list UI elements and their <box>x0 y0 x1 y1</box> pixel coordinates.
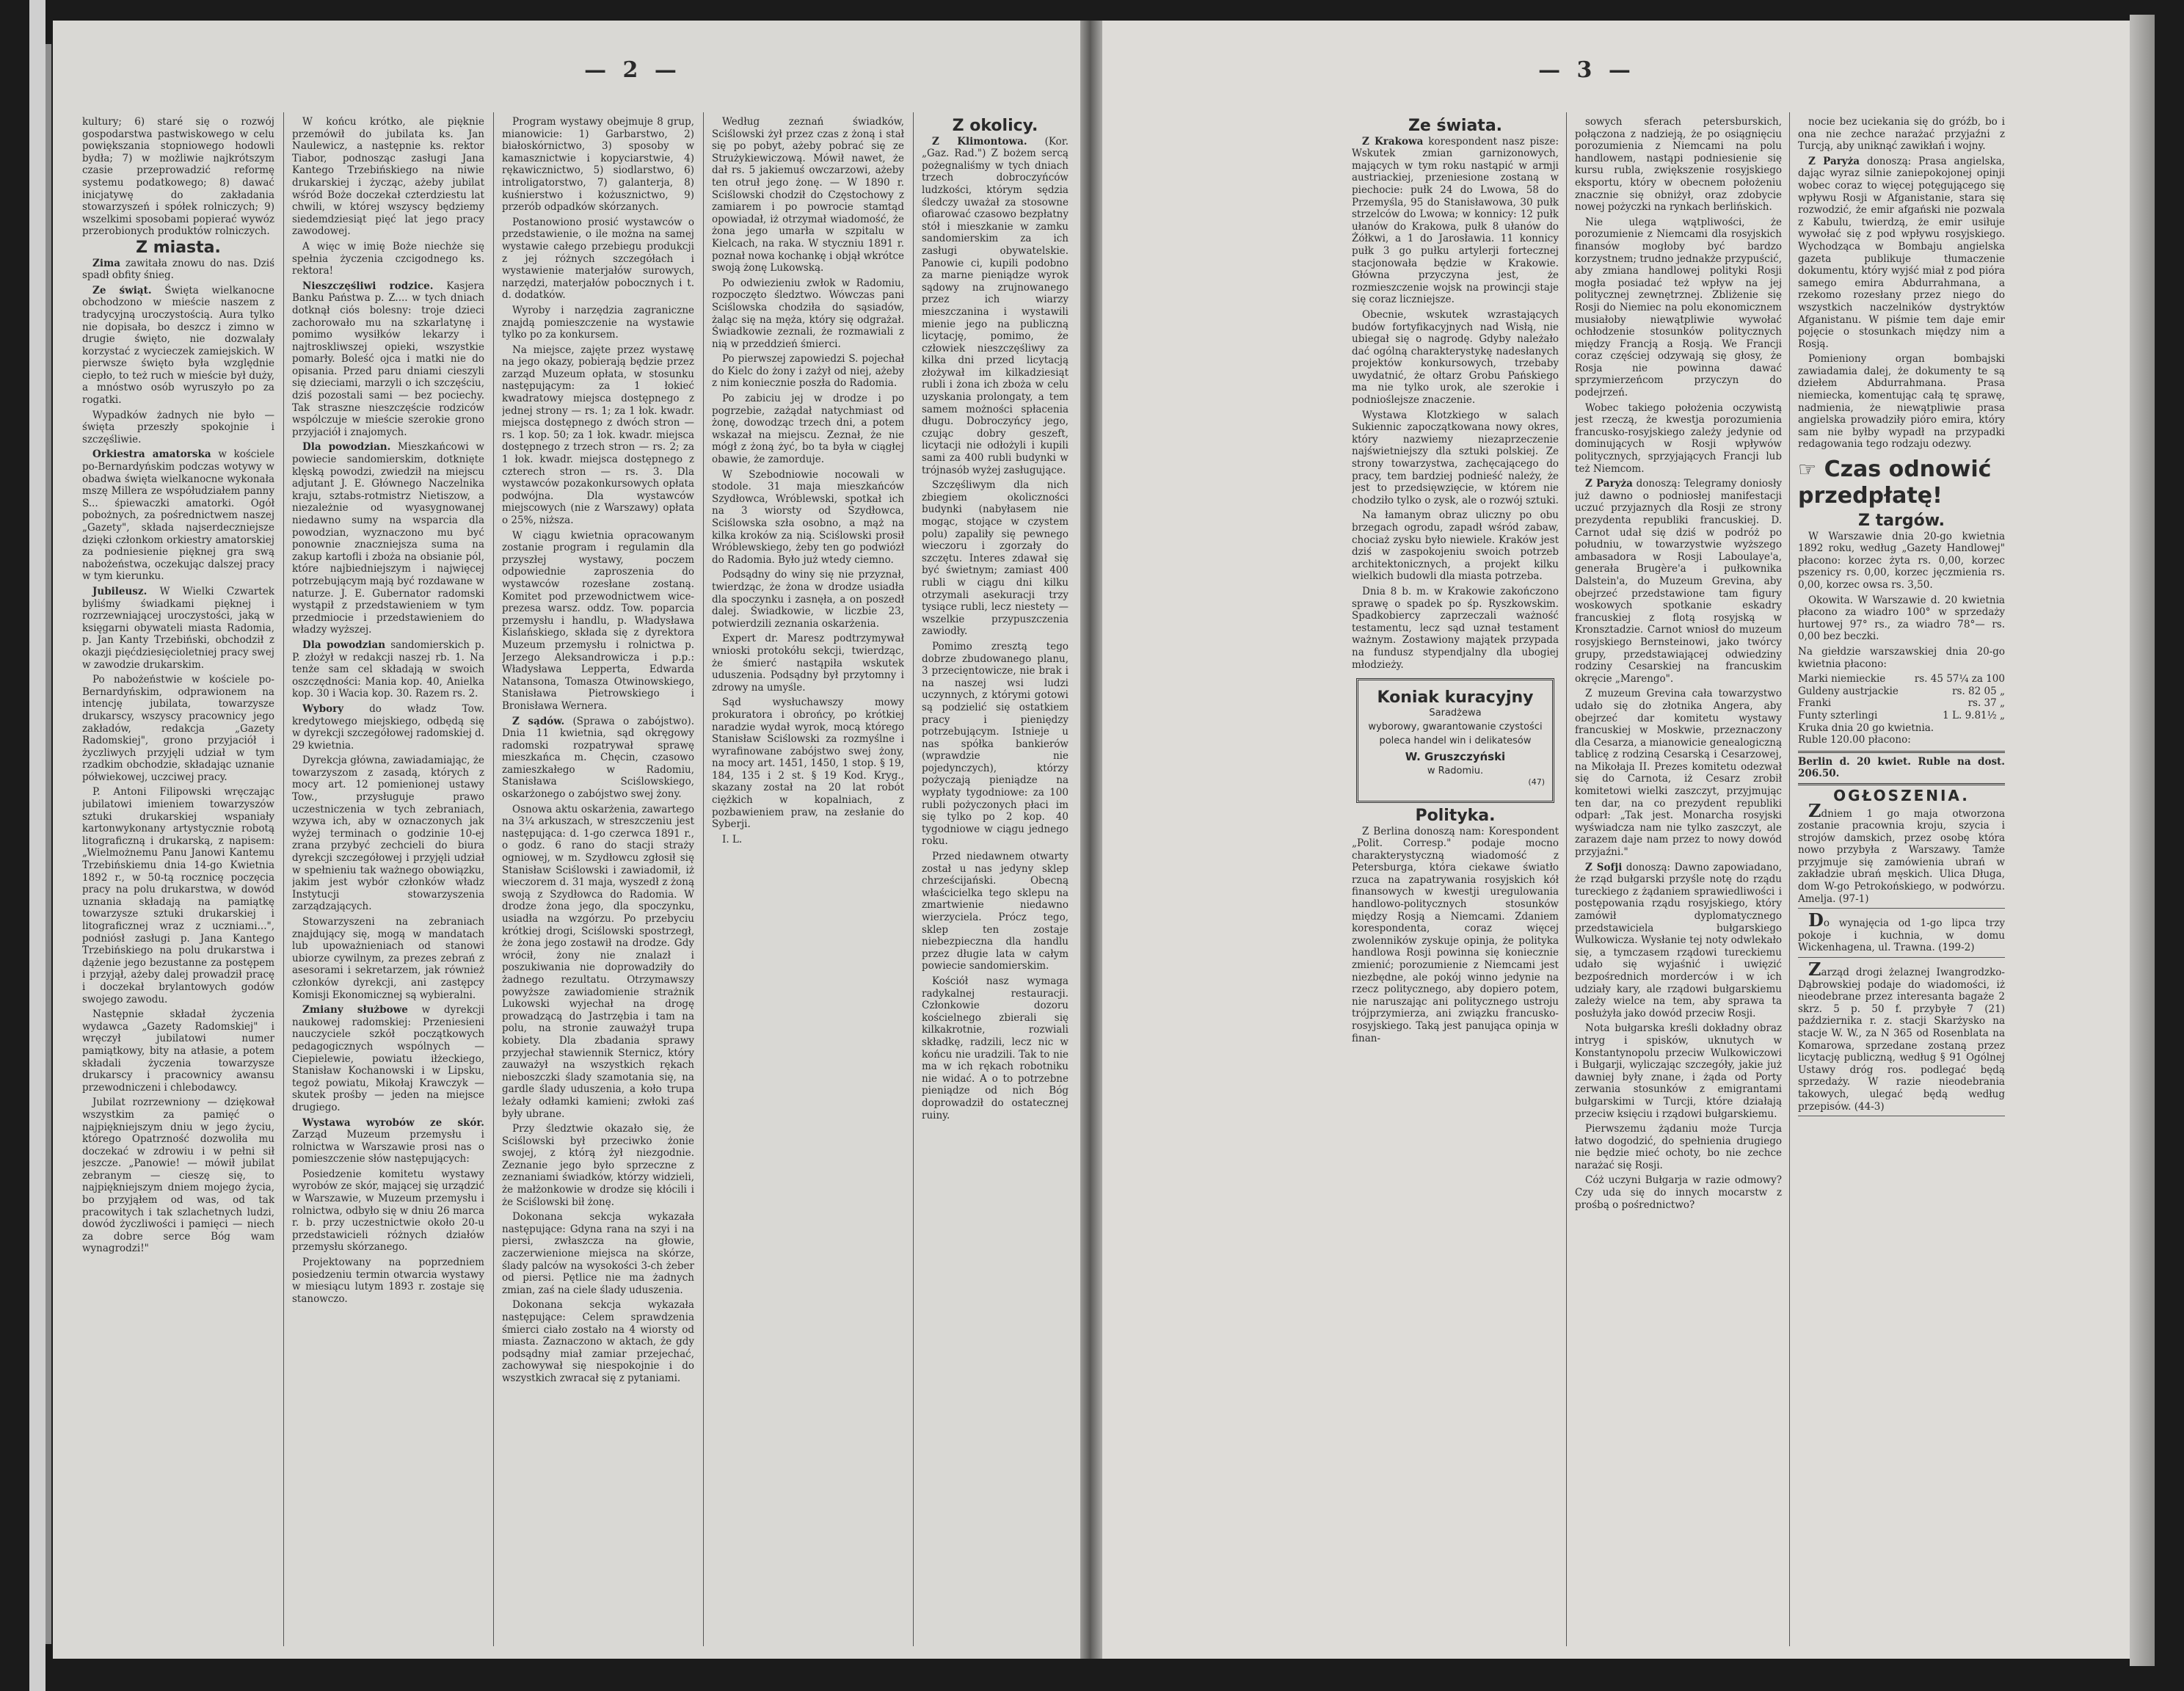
column-7 <box>1575 116 1782 1628</box>
currency-value: 1 L. 9.81½ „ <box>1943 709 2005 721</box>
article-paragraph <box>292 1004 484 1113</box>
article-paragraph <box>1575 862 1782 1020</box>
article-body: W ciągu kwietnia opracowanym zostanie program i regulamin dla przyszłej wystawy, poczem odpowiednie zaproszenia do wystawców rozesłane zostaną. Komitet pod przewodnictwem wice-prezesa warsz. oddz. Tow. poparcia przemysłu i handlu, p. Władysława Kislańskiego, składa się z dyrektora Muzeum przemysłu i rolnictwa p. Jerzego Aleksandrowicza i p.p.: Władysława Lepperta, Edwarda Natansona, Tomasza Otwinowskiego, Stanisława Pietrowskiego i Bronisława Wernera. <box>502 529 694 712</box>
article-body: Szczęśliwym dla nich zbiegiem okoliczności budynki (nabyłasem nie mogąc, stojące w czystem polu) zapaliły się pewnego wieczoru i zgorzały do szczętu. Interes zdawał się być świetnym; zamiast 400 rubli w ciągu dni kilku otrzymali asekuracji trzy tysiące rubli, lecz niestety — wszelkie przypuszczenia zawiodły. <box>922 479 1069 638</box>
article-paragraph <box>502 1211 694 1296</box>
article-body: I. L. <box>722 833 743 846</box>
article-body: Pierwszemu żądaniu może Turcja łatwo dogodzić, do spełnienia drugiego nie będzie mieć ochoty, bo nie zechce narażać się Rosji. <box>1575 1123 1782 1171</box>
currency-name: Kruka dnia 20 go kwietnia. <box>1798 721 1934 734</box>
article-headline: Zima <box>92 257 121 269</box>
ad-text: dniem 1 go maja otworzona zostanie pracownia kroju, szycia i strojów damskich, przez osobę która nowo przybyła z Warszawy. Tamże przyjmuje się zamówienia ubrań w zakładzie ubrań męskich. Ulica Długa, dom W-go Petrokońskiego, w podwórzu. Amelja. (97-1) <box>1798 807 2005 905</box>
koniak-advertisement <box>1356 678 1554 803</box>
article-paragraph <box>922 136 1069 477</box>
book-binding <box>29 0 46 1691</box>
ad-line1: Saradżewa <box>1429 707 1482 719</box>
exchange-rate-row <box>1798 722 2005 735</box>
article-paragraph <box>1575 1123 1782 1171</box>
article-body: Dyrekcja główna, zawiadamiając, że towarzyszom z zasadą, których z mocy art. 12 pomienionej ustawy Tow., przysługuje prawo uczestniczenia w tych zebraniach, wzywa ich, aby w oznaczonych jak wyżej terminach o godzinie 10-ej zrana przybyć zechcieli do biura dyrekcji szczegółowej i przyjęli udział w spełnieniu tak ważnego obowiązku, jakim jest wybór członków władz Instytucji stowarzyszenia zarządzających. <box>292 754 484 913</box>
pointing-hand-icon: ☞ <box>1798 457 1817 482</box>
article-paragraph <box>1575 478 1782 685</box>
berlin-line: Berlin d. 20 kwiet. Ruble na dost. 206.50. <box>1798 755 2005 780</box>
article-paragraph <box>502 1299 694 1384</box>
col3-articles <box>502 116 694 1385</box>
article-paragraph <box>1352 136 1559 306</box>
article-body: Następnie składał życzenia wydawca „Gazety Radomskiej" i wręczył jubilatowi numer pamiątkowy, bity na atłasie, a potem składali życzenia towarzysze drukarscy i pracownicy awansu przewodniczeni i chlebodawcy. <box>82 1008 274 1094</box>
article-body: Pomimo zresztą tego dobrze zbudowanego planu, 3 przecięntowicze, nie brak i na naszej wsi ludzi uczynnych, z którymi gotowi są podzielić się ostatkiem pracy i pieniędzy potrzebującym. Istnieje u nas spółka bankierów (wprawdzie nie pojedynczych), którzy pożyczają pieniądze na wypłaty tygodniowe: za 100 rubli pożyczonych płaci im się tylko po 2 kop. 40 tygodniowe w ciągu jednego roku. <box>922 640 1069 848</box>
article-body: Dokonana sekcja wykazała następujące: Gdyna rana na szyi i na piersi, zwłaszcza na głowie, zaczerwienione miejsca na skórze, ślady palców na wysokości 3-ch żeber od piersi. Pętlice nie ma żadnych zmian, zaś na ciele ślady uduszenia. <box>502 1211 694 1296</box>
article-headline: Wybory <box>302 702 344 715</box>
page-number-left: — 2 — <box>584 57 681 83</box>
article-paragraph <box>502 716 694 801</box>
article-body: w dyrekcji naukowej radomskiej: Przeniesieni nauczyciele szkół początkowych pedagogicznych wspólnych — Ciepielewie, powiatu iłżeckiego, Stanisław Kochanowski i w Lipsku, tegoż powiatu, Mikołaj Krawczyk — skutek prośby — jeden na miejsce drugiego. <box>292 1004 484 1113</box>
cta-line2: przedpłatę! <box>1798 483 1943 509</box>
ad-line3: poleca handel win i delikatesów <box>1379 735 1532 746</box>
article-body: Na miejsce, zajęte przez wystawę na jego okazy, pobierają będzie przez zarząd Muzeum opłata, w stosunku następującym: za 1 łokieć kwadratowy miejsca dostępnego z jednej strony — rs. 1; za 1 łok. kwadr. miejsca dostępnego z dwóch stron — rs. 1 kop. 50; za 1 łok. kwadr. miejsca dostępnego z trzech stron — rs. 2; za 1 łok. kwadr. miejsca dostępnego z czterech stron — rs. 3. Dla wystawców pozakonkursowych opłata podwójna. Dla wystawców miejscowych (nie z Warszawy) opłata o 25%, niższa. <box>502 343 694 526</box>
article-paragraph <box>502 344 694 527</box>
col1-articles <box>82 258 274 1256</box>
article-body: Z muzeum Grevina cała towarzystwo udało się do złotnika Angera, aby obejrzeć dar komitetu wystawy francuskiej w Moskwie, przeznaczony dla Cesarza, a mianowicie genealogiczną tablicę z rodziną Cesarską i Cesarzowej, na Mikołaja II. Prezes komitetu odezwał się do Carnota, iż Cesarz zrobił komitetowi wielki zaszczyt, przyjmując ten dar, na co prezydent republiki odparł: „Tak jest. Monarcha rosyjski wyświadcza nam nie tylko zaszczyt, ale zarazem daje nam przez to nowy dowód przyjaźni." <box>1575 688 1782 859</box>
article-headline: Z Krakowa <box>1362 135 1424 148</box>
column-5 <box>922 116 1069 1628</box>
column-rule <box>913 112 914 1646</box>
section-heading-z-targow: Z targów. <box>1858 512 1945 531</box>
col2-p2: A więc w imię Boże niechże się spełnia życzenia czcigodnego ks. rektora! <box>292 240 484 277</box>
article-body: donoszą: Telegramy doniosły już dawno o podniosłej manifestacji uczuć przyjaznych dla Rosji ze strony prezydenta republiki francuskiej. D. Carnot udał się dziś w podróż po południu, w towarzystwie wyższego ambasadora w Rosji Laboulaye'a, generała Brugère'a i pułkownika Dalstein'a, do Muzeum Grevina, aby obejrzeć przedstawione tam figury woskowych spotkanie eskadry francuskiej z flotą rosyjską w Kronsztadzie. Carnot wniosł do muzeum rosyjskiego Bernsteinowi, jako twórcy grupy, przedstawiającej odwiedziny rodziny Cesarskiej na francuskim okręcie „Marengo". <box>1575 478 1782 685</box>
article-paragraph <box>712 353 904 390</box>
article-body: Wystawa Klotzkiego w salach Sukiennic zapoczątkowana nowy okres, który nazwiemy niezaprzeczenie najświetniejszy dla sztuki polskiej. Ze strony towarzystwa, zachęcającego do pracy, tem bardziej podnieść należy, że jest to przedsięwzięcie, w którem nie chodziło tylko o zysk, ale o rozwój sztuki. <box>1352 409 1559 506</box>
column-3 <box>502 116 694 1628</box>
article-paragraph <box>502 116 694 214</box>
col8-articles <box>1798 116 2005 451</box>
renew-subscription-notice <box>1798 457 2005 509</box>
article-body: W Wielki Czwartek byliśmy świadkami pięknej i rozrzewniającej uroczystości, jaką w księgarni obywateli miasta Radomia, p. Jan Kanty Trzebiński, obchodził z okazji pięćdziesięcioletniej pracy swej w zawodzie drukarskim. <box>82 585 274 671</box>
exchange-rate-row <box>1798 697 2005 710</box>
currency-value: rs. 82 05 „ <box>1952 685 2005 697</box>
ad-shop: W. Gruszczyński <box>1405 749 1506 763</box>
col4-articles <box>712 116 904 846</box>
ad-text: o wynajęcia od 1-go lipca trzy pokoje i kuchnia, w domu Wickenhagena, ul. Trawna. (199-2) <box>1798 917 2005 954</box>
article-paragraph <box>1352 509 1559 583</box>
article-body: sowych sferach petersburskich, połączona z nadzieją, że po osiągnięciu porozumienia z Niemcami na polu handlowem, nastąpi podniesienie się kursu rubla, zwiększenie rosyjskiego eksportu, który w obecnem położeniu znacznie się obniżył, oraz zdobycie nowej pożyczki na rynkach berlińskich. <box>1575 116 1782 214</box>
article-paragraph <box>502 530 694 713</box>
classified-ad <box>1798 799 2005 909</box>
article-body: zawitała znowu do nas. Dziś spadł obfity śnieg. <box>82 257 274 282</box>
article-paragraph <box>1352 586 1559 671</box>
exchange-rate-row <box>1798 710 2005 722</box>
column-rule <box>1566 112 1567 1646</box>
article-headline: Nieszczęśliwi rodzice. <box>302 280 434 292</box>
article-paragraph <box>1575 217 1782 399</box>
article-paragraph <box>712 633 904 694</box>
classified-ad <box>1798 909 2005 958</box>
article-body: Expert dr. Maresz podtrzymywał wnioski protokółu sekcji, twierdząc, że śmierć nastąpiła wskutek uduszenia. Podsądny był przytomny i zdrowy na umyśle. <box>712 633 904 694</box>
article-paragraph <box>712 569 904 630</box>
article-paragraph <box>922 479 1069 638</box>
ad-ref: (47) <box>1528 777 1545 788</box>
article-body: (Sprawa o zabójstwo). Dnia 11 kwietnia, sąd okręgowy radomski rozpatrywał sprawę mieszkańca m. Chęcin, czasowo zamieszkałego w Radomiu, Stanisława Sciślowskiego, oskarżonego o zabójstwo swej żony. <box>502 715 694 801</box>
article-paragraph <box>922 641 1069 848</box>
article-body: Kościół nasz wymaga radykalnej restauracji. Członkowie dozoru kościelnego zbierali się kilkakrotnie, rozwiali składkę, radzili, lecz nic w końcu nie uradzili. Tak to nie ma w ich rękach robotniku nie widać. A o to potrzebne pieniądze od nich Bóg doprowadził do ostatecznej ruiny. <box>922 975 1069 1121</box>
article-body: Po odwiezieniu zwłok w Radomiu, rozpoczęto śledztwo. Wówczas pani Sciślowska chodziła do sąsiadów, żaląc się na męża, który się odgrażał. Świadkowie zeznali, że rozmawiali z nią w przeddzień śmierci. <box>712 277 904 350</box>
article-paragraph <box>82 285 274 407</box>
article-body: Program wystawy obejmuje 8 grup, mianowicie: 1) Garbarstwo, 2) białoskórnictwo, 3) sposoby w kamasznictwie i kopyciarstwie, 4) rękawicznictwo, 5) siodlarstwo, 6) introligatorstwo, 7) galanterja, 8) kuśnierstwo i kożusznictwo, 9) przerób odpadków skórzanych. <box>502 116 694 214</box>
article-headline: Z Paryża <box>1585 478 1633 490</box>
article-paragraph <box>292 280 484 439</box>
article-paragraph <box>82 674 274 783</box>
article-body: Wypadków żadnych nie było — święta przeszły spokojnie i szczęśliwie. <box>82 409 274 446</box>
article-body: Podsądny do winy się nie przyznał, twierdząc, że żona w drodze usiadła dla spoczynku i zasnęła, a on poszedł dalej. Świadkowie, w liczbie 23, potwierdzili zeznania oskarżenia. <box>712 569 904 630</box>
ad-title: Koniak kuracyjny <box>1377 688 1534 708</box>
article-body: Obecnie, wskutek wzrastających budów fortyfikacyjnych nad Wisłą, nie ubiegał się o nagrodę. Gdyby należało dać ogólną charakterystykę nadesłanych projektów konkursowych, trzebaby uwydatnić, że ołtarz Grobu Pańskiego ma nie tylko urok, ale szerokie i podnioślejsze znaczenie. <box>1352 308 1559 407</box>
article-headline: Z Klimontowa. <box>932 135 1027 148</box>
berlin-rate-box <box>1798 751 2005 785</box>
article-paragraph <box>82 448 274 583</box>
article-body: Po pierwszej zapowiedzi S. pojechał do Kielc do żony i zażył od niej, ażeby z nim koniecznie poszła do Radomia. <box>712 353 904 390</box>
article-paragraph <box>82 410 274 446</box>
classified-ad <box>1798 961 2005 1116</box>
currency-value: rs. 45 57¼ za 100 <box>1914 673 2005 686</box>
right-page <box>1102 21 2130 1659</box>
currency-name: Franki <box>1798 697 1832 710</box>
article-body: Wyroby i narzędzia zagraniczne znajdą pomieszczenie na wystawie tylko po za konkursem. <box>502 304 694 341</box>
article-paragraph <box>712 116 904 274</box>
article-body: P. Antoni Filipowski wręczając jubilatowi imieniem towarzyszów sztuki drukarskiej wspaniały kartonwykonany artystycznie robotą litograficzną i drukarską, z napisem: „Wielmożnemu Panu Janowi Kantemu Trzebińskiemu dnia 14-go Kwietnia 1892 r., w 50-tą rocznicę poczęcia pracy na polu drukarstwa, w dowód uznania składają na pamiątkę towarzysze sztuki drukarskiej i litograficznej wraz z uczniami...", podniósł zasługi p. Jana Kantego Trzebińskiego na polu drukarstwa i dążenie jego bezustanne za postępem i przyjął, ażeby dalej prowadził pracę i doczekał brylantowych godów swojego zawodu. <box>82 786 274 1005</box>
article-headline: Zmiany służbowe <box>302 1004 408 1017</box>
article-body: Święta wielkanocne obchodzono w mieście naszem z tradycyjną uroczystością. Aura tylko nie dopisała, bo deszcz i zimno w drugie święto, nie dozwalały korzystać z wycieczek zamiejskich. W pierwsze święto była względnie ciepło, to też ruch w mieście był duży, a mnóstwo osób wyruszyło po za rogatki. <box>82 284 274 407</box>
article-paragraph <box>82 586 274 671</box>
article-paragraph <box>502 1123 694 1208</box>
article-paragraph <box>1352 309 1559 407</box>
currency-name: Marki niemieckie <box>1798 673 1886 686</box>
classified-ads <box>1798 799 2005 1117</box>
article-paragraph <box>922 975 1069 1121</box>
currency-name: Funty szterlingi <box>1798 709 1878 721</box>
article-paragraph <box>292 754 484 913</box>
article-paragraph <box>292 1257 484 1305</box>
article-body: Projektowany na poprzedniem posiedzeniu termin otwarcia wystawy w miesiącu lutym 1893 r. zostaje się stanowczo. <box>292 1257 484 1305</box>
article-paragraph <box>502 305 694 341</box>
left-page <box>53 21 1080 1659</box>
article-paragraph <box>82 786 274 1005</box>
article-paragraph <box>712 393 904 466</box>
exchange-rate-row <box>1798 686 2005 698</box>
article-paragraph <box>292 1168 484 1254</box>
targow-text: W Warszawie dnia 20-go kwietnia 1892 roku, według „Gazety Handlowej" płacono: korzec żyta rs. 0,00, korzec pszenicy rs. 0,00, korzec jęczmienia rs. 0,00, korzec owsa rs. 3,50. <box>1798 530 2005 591</box>
col7-articles <box>1575 116 1782 1211</box>
section-heading-ze-swiata: Ze świata. <box>1408 117 1503 135</box>
article-headline: Jubileusz. <box>92 585 148 597</box>
article-paragraph <box>292 916 484 1001</box>
page-gutter <box>1080 21 1102 1659</box>
binding-shadow <box>46 44 51 1644</box>
article-body: Według zeznań świadków, Sciślowski żył przez czas z żoną i stał się po pobyt, ażeby pobrać się ze Strużykiewiczową. Mówił nawet, że dał rs. 5 jakiemuś owczarzowi, ażeby ten otruł jego żonę. — W 1890 r. Sciślowski chodził do Częstochowy z zamiarem i po powrocie stamtąd opowiadał, iż otrzymał wiadomość, że żona jego umarła w szpitalu w Kielcach, na raka. W styczniu 1891 r. poznał nowa kochankę i objął wkrótce swoją żonę Lukowską. <box>712 116 904 274</box>
article-body: Postanowiono prosić wystawców o przedstawienie, o ile można na samej wystawie całego przebiegu produkcji z jej różnych szczegółach i wystawienie materjałów surowych, narzędzi, materjałów pobocznych i t. d. dodatków. <box>502 216 694 302</box>
article-body: Stowarzyszeni na zebraniach znajdujący się, mogą w mandatach lub upoważnieniach od stanowi ubiorze cywilnym, za prezes zebrań z asesorami i sekretarzem, jak również członków dyrekcji, ani zastępcy Komisji Ekonomicznej są wybieralni. <box>292 916 484 1001</box>
article-body: W Szebodniowie nocowali w stodole. 31 maja mieszkańców Szydłowca, Wróblewski, spotkał ich na 3 wiorsty od Szydłowca, Sciślowska szła osobno, a mąż na kilka kroków za nią. Sciślowski prosił Wróblewskiego, żeby ten go podwiózł do Radomia. Było już wtedy ciemno. <box>712 468 904 566</box>
article-body: Kasjera Banku Państwa p. Z.... w tych dniach dotknął ciós bolesny: troje dzieci zachorowało mu na szkarlatynę i pomimo wysiłków lekarzy i najtroskliwszej opieki, wszystkie pomarły. Boleść ojca i matki nie do opisania. Przed paru dniami cieszyli się dzieciami, marzyli o ich szczęściu, dziś pozostali sami — bez pociechy. Tak straszne nieszczęście rodziców wspólczuje w mieście szerokie grono przyjaciół i znajomych. <box>292 280 484 438</box>
page-number-right: — 3 — <box>1538 57 1635 83</box>
article-body: donoszą: Dawno zapowiadano, że rząd bułgarski przyśle notę do rządu tureckiego z żądaniem sprawiedliwości i postępowania rządu rosyjskiego, który zamówił dyplomatycznego przedstawiciela bułgarskiego Wulkowicza. Wysłanie tej noty odwlekało się, a tymczasem rządowi tureckiemu udało się wyjaśnić i uwięzić bezpośrednich morderców i w ich udziały kary, ale rządowi bułgarskiemu zależy wielce na tem, aby sprawa ta posłużyła jako dowód przeciw Rosji. <box>1575 861 1782 1019</box>
article-paragraph <box>712 277 904 351</box>
article-paragraph <box>1575 116 1782 214</box>
article-body: sandomierskich p. P. złożył w redakcji naszej rb. 1. Na tenże sam cel składają w swoich oszczędności: Mania kop. 40, Anielka kop. 30 i Wacia kop. 30. Razem rs. 2. <box>292 639 484 700</box>
article-body: korespondent nasz pisze: Wskutek zmian garnizonowych, mających w tym roku nastąpić w armji austriackiej, przeniesione zostaną w piechocie: pułk 24 do Lwowa, 58 do Przemyśla, 95 do Stanisławowa, 30 pułk strzelców do Lwowa; w konnicy: 12 pułk ułanów do Krakowa, pułk 8 ułanów do Żółkwi, a 1 do Jarosławia. 11 konnicy pułk 3 go pułku artylerji fortecznej stacjonowała będzie w Krakowie. Główna przyczyna jest, że rozmieszczenie wojsk na prowincji staje się coraz liczniejsze. <box>1352 135 1559 306</box>
article-body: Pomieniony organ bombajski zawiadamia dalej, że dokumenty te są dziełem Abdurrahmana. Prasa niemiecka, komentując całą tę sprawę, nadmienia, że niewątpliwie prasa angielska prowadziły pióro emira, który sam nie byłby wypadł na przypadki redagowania tego rodzaju odezwy. <box>1798 353 2005 451</box>
article-paragraph <box>292 703 484 752</box>
article-body: nocie bez uciekania się do gróźb, bo i ona nie zechce narażać przyjaźni z Turcją, aby uniknąć zawikłań i wojny. <box>1798 116 2005 153</box>
currency-name: Guldeny austrjackie <box>1798 685 1899 697</box>
article-paragraph <box>712 697 904 831</box>
column-8 <box>1798 116 2005 1628</box>
gielda-title: Na giełdzie warszawskiej dnia 20-go kwietnia płacono: <box>1798 645 2005 670</box>
cta-line1: Czas odnowić <box>1824 457 1992 483</box>
article-body: Przed niedawnem otwarty został u nas jedyny sklep chrześcijański. Obecną właścicielka tego sklepu na zmartwienie niedawno wierzyciela. Prócz tego, sklep ten zostaje niebezpieczna dla handlu przez długie lata w całym powiecie sandomierskim. <box>922 851 1069 972</box>
article-paragraph <box>712 469 904 567</box>
article-body: (Kor. „Gaz. Rad.") Z bożem sercą pożegnaliśmy w tych dniach trzech dobroczyńców ludzkości, którym sędzia śledczy uważał za stosowne ofiarować czasowo bezpłatny stół i mieszkanie w zamku sandomierskim za ich zasługi obywatelskie. Panowie ci, kupili podobno za marne pieniądze wyrok sądowy na zrujnowanego przez ich wiarzy mieszczanina i wystawili mienie jego na publiczną licytację, pomimo, że człowiek nieszczęśliwy za kilka dni przed licytacją złożywał im kilkadziesiąt rubli i żona ich zboża w celu uzyskania prolongaty, a tem samem możności spłacenia długu. Dobroczyńcy jego, czując dobry geszeft, licytacji nie odłożyli i kupili sami za 400 rubli budynki w trójnasób wyżej zasługujące. <box>922 135 1069 476</box>
article-headline: Z Sofji <box>1585 861 1623 873</box>
article-paragraph <box>1798 116 2005 153</box>
article-body: Dnia 8 b. m. w Krakowie zakończono sprawę o spadek po śp. Ryszkowskim. Spadkobiercy zaprzeczali ważność testamentu, lecz sąd uznał testament ważnym. Zostawiony majątek przypada na fundusz stypendjalny dla ubogiej młodzieży. <box>1352 585 1559 671</box>
column-rule <box>493 112 494 1646</box>
column-rule <box>1789 112 1790 1646</box>
col5-articles <box>922 136 1069 1122</box>
currency-value: rs. 37 „ <box>1968 697 2005 710</box>
exchange-rate-row <box>1798 673 2005 686</box>
article-paragraph <box>502 217 694 302</box>
article-paragraph <box>82 258 274 282</box>
column-rule <box>703 112 704 1646</box>
article-paragraph <box>82 1008 274 1094</box>
article-body: w kościele po-Bernardyńskim podczas wotywy w obadwa święta wielkanocne wykonała mszę Millera ze współudziałem panny S... śpiewaczki amatorki. Ogół pobożnych, za pośrednictwem naszej „Gazety", składa najserdeczniejsze dzięki członkom orkiestry amatorskiej za podniesienie pięknej gra swą nabożeństwa, oczekując dalszej pracy w tym kierunku. <box>82 448 274 583</box>
col2-top-text: W końcu krótko, ale pięknie przemówił do jubilata ks. Jan Naulewicz, a następnie ks. rektor Tiabor, podnosząc zasługi Jana Kantego Trzebińskiego na niwie drukarskiej i życząc, ażeby jubilat wśród Boże doczekał czterdziestu lat chwili, w której wszyscy będziemy siedemdziesiąt pięć lat jego pracy zawodowej. <box>292 116 484 238</box>
article-body: Dokonana sekcja wykazała następujące: Celem sprawdzenia śmierci ciało zostało na 4 wiorsty od miasta. Zaznaczono w aktach, że gdy podsądny miał zamiar przejechać, zachowywał się niespokojnie i do wszystkich zwracał się z pytaniami. <box>502 1299 694 1384</box>
column-4 <box>712 116 904 1628</box>
article-headline: Ze świąt. <box>92 284 152 297</box>
article-headline: Z sądów. <box>512 715 565 727</box>
section-heading-polityka: Polityka. <box>1415 806 1496 825</box>
article-body: Wobec takiego położenia oczywistą jest rzeczą, że kwestja porozumienia francusko-rosyjskiego zależy jedynie od dominujących w Rosji wpływów politycznych, sprzyjających Francji lub też Niemcom. <box>1575 401 1782 475</box>
article-body: donoszą: Prasa angielska, dając wyraz silnie zaniepokojonej opinji wobec coraz to więcej potęgującego się wpływu Rosji w Afganistanie, stara się rozwodzić, że emir afgański nie pozwala z Kabulu, twierdzą, że emir usiłuje wywołać się z pod wpływu rosyjskiego. Wychodząca w Bombaju angielska gazeta publikuje tłumaczenie dokumentu, który wyjść miał z pod pióra samego emira Abdurrahmana, a rzekomo rozesłany przez niego do wszystkich naczelników dystryktów Afganistanu. W piśmie tem daje emir pojęcie o stosunkach między nim a Rosją. <box>1798 155 2005 350</box>
article-body: Nie ulega wątpliwości, że porozumienie z Niemcami dla rosyjskich finansów mogłoby być bardzo korzystnem; trudno jednakże przypuścić, aby zmiana handlowej polityki Rosji mogła posiadać też wpływ na jej politycznej zewnętrznej. Zbliżenie się Rosji do Niemiec na polu ekonomicznem musiałoby niewątpliwie wywołać ochłodzenie stosunków politycznych między Francją a Rosją. We Francji coraz częściej odzywają się głosy, że Rosja nie powinna dawać sprzymierzeńcom przyczyn do podejrzeń. <box>1575 216 1782 399</box>
article-body: Po nabożeństwie w kościele po-Bernardyńskim, odprawionem na intencję jubilata, towarzysze drukarscy, wszyscy pracownicy jego zakładów, redakcja „Gazety Radomskiej", grono przyjaciół i życzliwych przyjęli udział w tym rzadkim obchodzie, składając uznanie półwiekowej, uczciwej pracy. <box>82 674 274 783</box>
article-body: Jubilat rozrzewniony — dziękował wszystkim za pamięć o najpiękniejszym dniu w jego życiu, którego Opatrzność dozwoliła mu doczekać w zdrowiu i w pełni sił jeszcze. „Panowie! — mówił jubilat zebranym — cieszę się, to najpiękniejszym dniem mojego życia, bo przyjąłem od was, od tak pracowitych i tak szlachetnych ludzi, dowód życzliwości i pamięci — niech za dobre serce Bóg wam wynagrodzi!" <box>82 1097 274 1255</box>
article-body: Mieszkańcowi w powiecie sandomierskim, dotknięte klęską powodzi, zwiedził na miejscu adjutant J. E. Głównego Naczelnika kraju, sztabs-rotmistrz Nietiszow, a niezależnie od wyasygnowanej niedawno sumy na wsparcia dla powodzian, wyznaczono mu być ponownie znaczniejsza suma na zakup kartofli i zboża na obsianie pól, które najbiedniejszym i najwięcej potrzebującym mają być rozdawane w naturze. J. E. Gubernator radomski wystąpił z przedstawieniem w tym przedmiocie i przedstawieniem do władzy wyższej. <box>292 441 484 636</box>
ad-text: arząd drogi żelaznej Iwangrodzko-Dąbrowskiej podaje do wiadomości, iż nieodebrane przez interesanta bagaże 2 skrz. 5 p. 50 f. przybyłe 7 (21) października r. z. stacji Skarżysko na stacje W. W., za N 365 od Rosenblata na Komarowa, sprzedane zostaną przez licytację publiczną, według § 91 Ogólnej Ustawy dróg ros. podlegać będą sprzedaży. W razie nieodebrania takowych, ulegać będą według przepisów. (44-3) <box>1798 967 2005 1113</box>
article-paragraph <box>1798 353 2005 451</box>
article-body: Na łamanym obraz uliczny po obu brzegach ogrodu, zapadł wśród zabaw, chociaż zysku było niewiele. Kraków jest dziś w zaspokojeniu swoich potrzeb architektonicznych, a projekt kilku wielkich budowli dla miasta potrzeba. <box>1352 509 1559 583</box>
article-paragraph <box>922 851 1069 972</box>
article-paragraph <box>292 441 484 636</box>
article-headline: Dla powodzian. <box>302 441 391 454</box>
ad-initial: D <box>1808 909 1824 931</box>
article-headline: Dla powodzian <box>302 639 386 651</box>
ad-initial: Z <box>1808 799 1821 821</box>
article-headline: Orkiestra amatorska <box>92 448 211 461</box>
article-headline: Wystawa wyrobów ze skór. <box>302 1116 484 1129</box>
article-body: Nota bułgarska kreśli dokładny obraz intryg i spisków, uknutych w Konstantynopolu przeciw Wulkowiczowi i Bułgarji, wyliczając szczegóły, jakie już dawniej były znane, i żąda od Porty zerwania stosunków z emigrantami bułgarskimi w Turcji, które działają przeciw księciu i rządowi bułgarskiemu. <box>1575 1022 1782 1120</box>
article-headline: Z Paryża <box>1808 155 1860 167</box>
article-body: Zarząd Muzeum przemysłu i rolnictwa w Warszawie prosi nas o pomieszczenie słów następujących: <box>292 1129 484 1165</box>
okowita-text: Okowita. W Warszawie d. 20 kwietnia płacono za wiadro 100° w sprzedaży hurtowej 97° rs., za wiadro 78°— rs. 0,00 bez beczki. <box>1798 594 2005 643</box>
column-1 <box>82 116 274 1628</box>
rubel-line: Ruble 120.00 płacono: <box>1798 734 1911 746</box>
article-paragraph <box>292 1117 484 1165</box>
article-paragraph <box>1798 156 2005 351</box>
ogloszenia-heading: OGŁOSZENIA. <box>1833 786 1970 804</box>
article-paragraph <box>82 1097 274 1255</box>
column-2 <box>292 116 484 1628</box>
article-paragraph <box>1575 1174 1782 1211</box>
article-body: do władz Tow. kredytowego miejskiego, odbędą się w dyrekcji szczegółowej radomskiej d. 29 kwietnia. <box>292 702 484 752</box>
col2-articles <box>292 280 484 1306</box>
politics-text: Z Berlina donoszą nam: Korespondent „Polit. Corresp." podaje mocno charakterystyczną wiadomość z Petersburga, która ciekawe światło rzuca na zapatrywania rosyjskich kół finansowych w kwestji uregulowania handlowo-politycznych stosunków między Rosją a Niemcami. Zdaniem korespondenta, coraz więcej zwolenników zyskuje opinja, że polityka handlowa Rosji powinna się koniecznie zmienić; porozumienie z Niemcami jest niezbędne, ale pokój winno jedynie na rzecz politycznego, aby dopiero potem, nie naruszając ani politycznego ustroju trójprzymierza, ani związku francusko-rosyjskiego. Taką jest panująca opinja w finan- <box>1352 825 1559 1044</box>
article-paragraph <box>1575 688 1782 858</box>
ad-line2: wyborowy, gwarantowanie czystości <box>1368 721 1543 732</box>
ad-initial: Z <box>1808 959 1821 981</box>
section-heading-z-miasta: Z miasta. <box>136 238 221 257</box>
article-paragraph <box>1575 402 1782 476</box>
ad-town: w Radomiu. <box>1427 766 1484 777</box>
article-paragraph <box>502 804 694 1120</box>
right-page-edge <box>2130 15 2155 1666</box>
section-heading-z-okolicy: Z okolicy. <box>952 117 1038 135</box>
article-paragraph <box>1352 410 1559 507</box>
article-paragraph <box>712 834 904 846</box>
article-body: Sąd wysłuchawszy mowy prokuratora i obrońcy, po krótkiej naradzie wydał wyrok, mocą którego Stanisław Sciślowski za rozmyślne i wyrafinowane zabójstwo swej żony, na mocy art. 1451, 1450, 1 stop. § 19, 184, 135 i 2 st. § 19 Kod. Kryg., skazany został na 20 lat robót ciężkich w kopalniach, z pozbawieniem praw, na zesłanie do Syberji. <box>712 697 904 831</box>
article-paragraph <box>1575 1022 1782 1120</box>
col6-articles <box>1352 136 1559 672</box>
article-body: Posiedzenie komitetu wystawy wyrobów ze skór, mającej się urządzić w Warszawie, w Muzeum przemysłu i rolnictwa, odbyło się w dniu 26 marca r. b. przy uczestnictwie około 20-u przedstawicieli różnych działów przemysłu skórzanego. <box>292 1168 484 1254</box>
exchange-rates-table <box>1798 673 2005 734</box>
article-body: Po zabiciu jej w drodze i po pogrzebie, zażądał natychmiast od żonę, dowodząc trzech dni, a potem wskazał na miejscu. Zeznał, że nie mógł z żoną żyć, bo ta była w ciągłej obawie, że zamorduje. <box>712 393 904 466</box>
article-body: Przy śledztwie okazało się, że Sciślowski był przeciwko żonie swojej, z którą żył niezgodnie. Zeznanie jego było sprzeczne z zeznaniami świadków, którzy widzieli, że małżonkowie w drodze się kłócili i że Sciślowski bił żonę. <box>502 1123 694 1208</box>
article-body: Osnowa aktu oskarżenia, zawartego na 3¼ arkuszach, w streszczeniu jest następująca: d. 1-go czerwca 1891 r., o godz. 6 rano do stacji straży ogniowej, w m. Szydłowcu zgłosił się Stanisław Sciślowski i zawiadomił, iż wieczorem d. 31 maja, wyszedł z żoną swoją z Szydłowca do Radomia. W drodze żona jego, dla spoczynku, usiadła na wzgórzu. Po przebyciu krótkiej drogi, Sciślowski spostrzegł, że żona jego zostawił na drodze. Gdy wrócił, żony nie znalazł i poszukiwania nie doprowadziły do żadnego rezultatu. Otrzymawszy powyższe zawiadomienie strażnik Lukowski wyjechał na drogę prowadzącą do Jastrzębia i tam na polu, na stronie zauważył trupa kobiety. Dla zbadania sprawy przyjechał stawiennik Sternicz, który zauważył na wszystkich rękach nieboszczki ślady szamotania się, na gardle ślady uduszenia, a koło trupa leżały odłamki kamieni; zwłoki zaś były ubrane. <box>502 803 694 1120</box>
col1-top-text: kultury; 6) staré się o rozwój gospodarstwa pastwiskowego w celu powiększania stopniowego hodowli bydła; 7) w możliwie najkrótszym czasie przeprowadzić reformę systemu podatkowego; 8) dawać inicjatywę do zakładania stowarzyszeń i spółek rolniczych; 9) wszelkimi sposobami popierać wywóz przerobionych produktów rolniczych. <box>82 116 274 238</box>
column-rule <box>283 112 284 1646</box>
column-6 <box>1352 116 1559 1628</box>
article-paragraph <box>292 639 484 700</box>
article-body: Cóż uczyni Bułgarja w razie odmowy? Czy uda się do innych mocarstw z prośbą o pośrednictwo? <box>1575 1174 1782 1211</box>
